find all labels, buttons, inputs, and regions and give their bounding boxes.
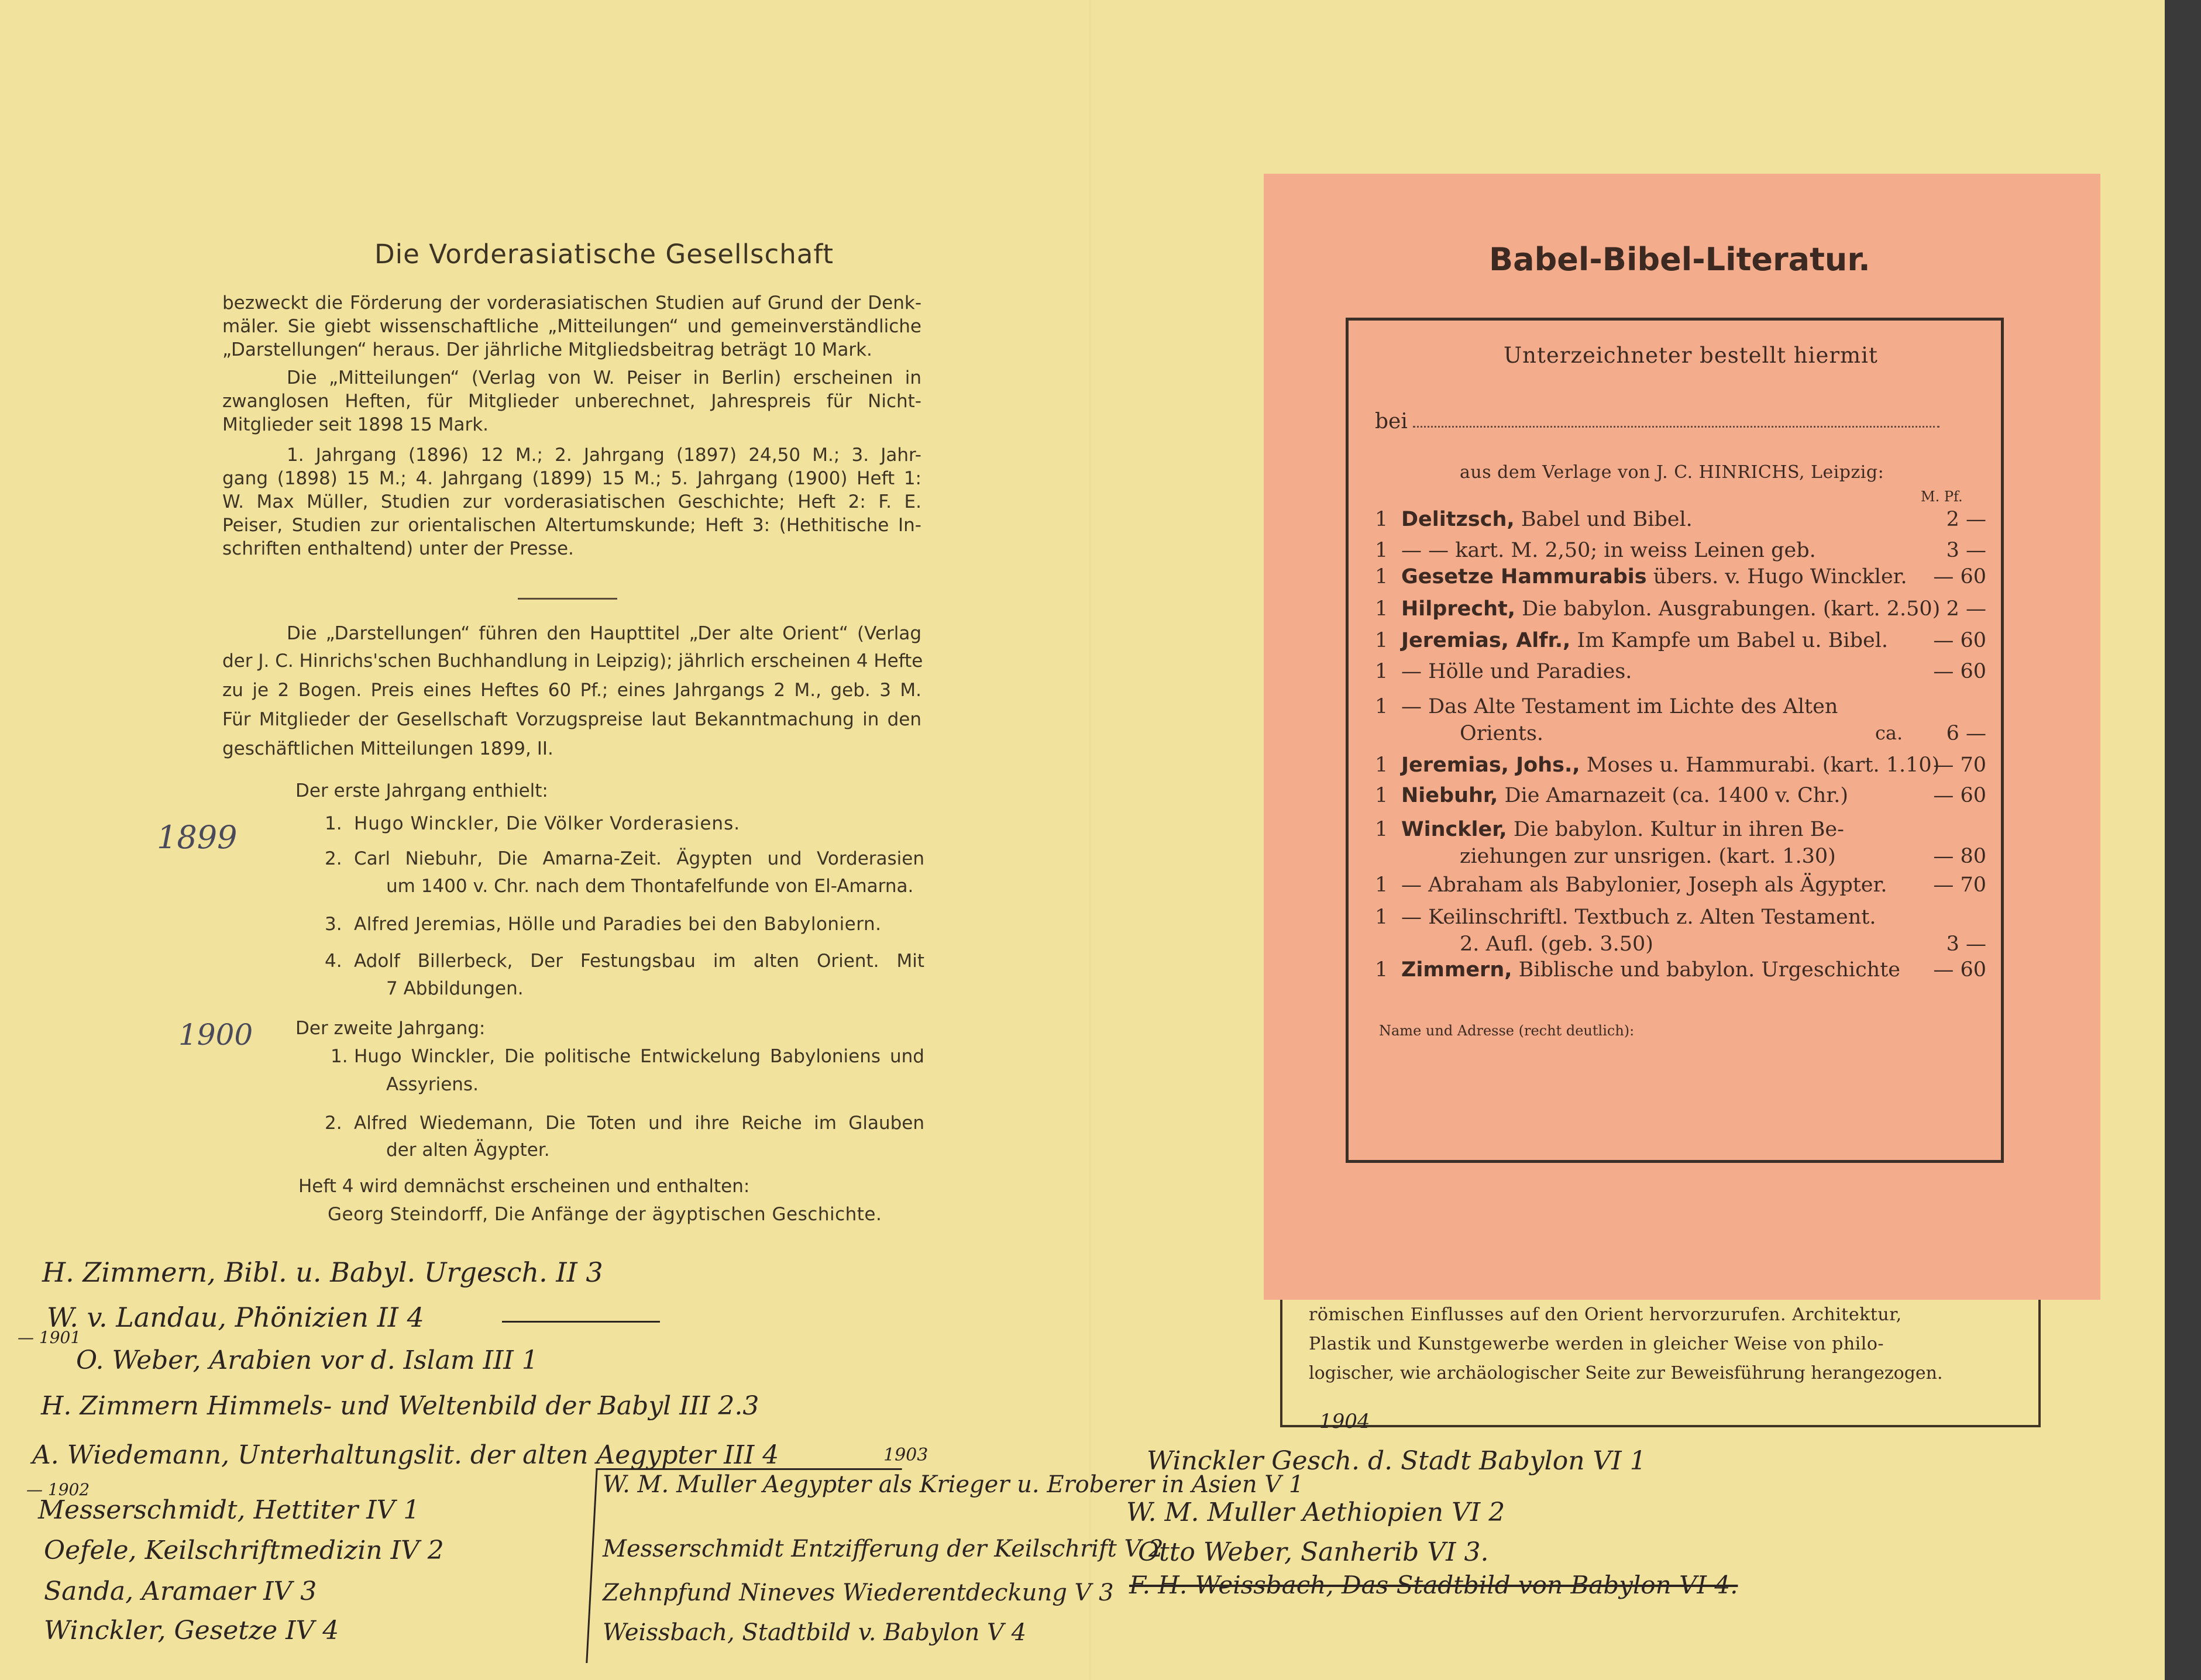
item-price: — 60 [1933,660,1986,683]
text-line: zu je 2 Bogen. Preis eines Heftes 60 Pf.; eines Jahrgangs 2 M., geb. 3 M. [222,680,921,701]
item-title: Niebuhr, Die Amarnazeit (ca. 1400 v. Chr.) [1401,784,1848,807]
background-edge [2165,0,2201,1680]
text-line: mäler. Sie giebt wissenschaftliche „Mitteilungen“ und gemeinverständliche [222,316,921,337]
handwritten-line: Zehnpfund Nineves Wiederentdeckung V 3 [603,1579,1114,1606]
list-item-number: 1. [325,813,342,834]
text-line: Plastik und Kunstgewerbe werden in gleicher Weise von philo- [1309,1334,1884,1354]
item-quantity[interactable]: 1 [1375,508,1388,531]
list-item-number: 1. [331,1046,348,1067]
item-quantity[interactable]: 1 [1375,873,1388,897]
item-title-continued: ziehungen zur unsrigen. (kart. 1.30) [1460,845,1836,868]
list-item: der alten Ägypter. [386,1139,550,1161]
handwritten-line: Weissbach, Stadtbild v. Babylon V 4 [603,1619,1027,1646]
item-price: 2 — [1946,597,1986,621]
handwritten-box [591,1445,1304,1667]
handwritten-rule [502,1321,660,1323]
item-title: Jeremias, Johs., Moses u. Hammurabi. (kart. 1.10) [1401,753,1940,777]
text-line: Die „Mitteilungen“ (Verlag von W. Peiser in Berlin) erscheinen in [287,367,921,388]
handwritten-line: 1903 [883,1445,928,1465]
item-title-continued: 2. Aufl. (geb. 3.50) [1460,932,1653,956]
item-price: — 60 [1933,958,1986,982]
item-quantity[interactable]: 1 [1375,565,1388,588]
list-item: Adolf Billerbeck, Der Festungsbau im alten Orient. Mit [354,951,924,972]
item-price: 3 — [1946,932,1986,956]
item-price: — 70 [1933,753,1986,777]
item-title: — Hölle und Paradies. [1401,660,1632,683]
item-quantity[interactable]: 1 [1375,695,1388,718]
item-price: 2 — [1946,508,1986,531]
handwritten-line: Otto Weber, Sanherib VI 3. [1138,1537,1489,1567]
bei-label: bei [1375,409,1408,433]
item-quantity[interactable]: 1 [1375,753,1388,777]
list-item: 7 Abbildungen. [386,978,524,999]
text-line: Die „Darstellungen“ führen den Haupttitel „Der alte Orient“ (Verlag [287,623,921,644]
text-line: W. Max Müller, Studien zur vorderasiatischen Geschichte; Heft 2: F. E. [222,491,921,512]
text-line: 1. Jahrgang (1896) 12 M.; 2. Jahrgang (1897) 24,50 M.; 3. Jahr- [287,445,921,466]
list-item: Alfred Wiedemann, Die Toten und ihre Reiche im Glauben [354,1113,924,1134]
text-line: der J. C. Hinrichs'schen Buchhandlung in Leipzig); jährlich erscheinen 4 Hefte [222,650,923,672]
item-title: Delitzsch, Babel und Bibel. [1401,508,1693,531]
item-title: Hilprecht, Die babylon. Ausgrabungen. (kart. 2.50) [1401,597,1941,621]
order-form-box [1346,318,2004,1163]
text-line: Peiser, Studien zur orientalischen Altertumskunde; Heft 3: (Hethitische In- [222,515,921,536]
list-item: Alfred Jeremias, Hölle und Paradies bei den Babyloniern. [354,914,882,935]
item-quantity[interactable]: 1 [1375,906,1388,929]
item-quantity[interactable]: 1 [1375,539,1388,562]
text-line: geschäftlichen Mitteilungen 1899, II. [222,738,553,759]
list-item: Hugo Winckler, Die politische Entwickelung Babyloniens und [354,1046,924,1067]
item-title: — Abraham als Babylonier, Joseph als Ägypter. [1401,873,1887,897]
item-price: — 60 [1933,784,1986,807]
item-title: Zimmern, Biblische und babylon. Urgeschichte [1401,958,1900,982]
heft4-item: Georg Steindorff, Die Anfänge der ägyptischen Geschichte. [328,1204,882,1225]
item-title: Jeremias, Alfr., Im Kampfe um Babel u. Bibel. [1401,629,1889,652]
item-title: Winckler, Die babylon. Kultur in ihren Be- [1401,818,1844,841]
item-title: — — kart. M. 2,50; in weiss Leinen geb. [1401,539,1816,562]
list-item-number: 3. [325,914,342,935]
item-quantity[interactable]: 1 [1375,597,1388,621]
item-price: — 60 [1933,629,1986,652]
handwritten-line: Winckler, Gesetze IV 4 [44,1616,339,1645]
heft4-heading: Heft 4 wird demnächst erscheinen und enthalten: [298,1176,750,1197]
item-price: 3 — [1946,539,1986,562]
handwritten-line: Messerschmidt, Hettiter IV 1 [38,1495,420,1525]
list-item-number: 2. [325,1113,342,1134]
handwritten-line: H. Zimmern, Bibl. u. Babyl. Urgesch. II 3 [42,1256,603,1288]
list-item-number: 4. [325,951,342,972]
handwritten-line: 1904 [1319,1410,1370,1433]
item-quantity[interactable]: 1 [1375,660,1388,683]
list-item-number: 2. [325,848,342,869]
list-item: Assyriens. [386,1074,479,1095]
order-form-title: Babel-Bibel-Literatur. [1489,241,1870,278]
item-title: — Das Alte Testament im Lichte des Alten [1401,695,1838,718]
society-title: Die Vorderasiatische Gesellschaft [374,239,834,270]
item-title: — Keilinschriftl. Textbuch z. Alten Testament. [1401,906,1876,929]
bei-field[interactable] [1413,426,1939,428]
text-line: römischen Einflusses auf den Orient hervorzurufen. Architektur, [1309,1304,1902,1325]
price-header: M. Pf. [1921,488,1963,505]
item-quantity[interactable]: 1 [1375,818,1388,841]
handwritten-line-struck: F. H. Weissbach, Das Stadtbild von Babylon VI 4. [1129,1571,1738,1599]
handwritten-line: Messerschmidt Entzifferung der Keilschrift V 2 [603,1536,1164,1562]
handwritten-line: H. Zimmern Himmels- und Weltenbild der Babyl III 2.3 [41,1391,759,1421]
text-line: bezweckt die Förderung der vorderasiatischen Studien auf Grund der Denk- [222,292,921,314]
handwritten-line: Oefele, Keilschriftmedizin IV 2 [44,1536,444,1565]
handwritten-line: W. M. Muller Aegypter als Krieger u. Eroberer in Asien V 1 [603,1471,1304,1498]
year2-heading: Der zweite Jahrgang: [295,1018,486,1039]
handwritten-line: W. M. Muller Aethiopien VI 2 [1126,1497,1505,1527]
item-quantity[interactable]: 1 [1375,958,1388,982]
handwritten-line: Winckler Gesch. d. Stadt Babylon VI 1 [1147,1446,1646,1476]
item-quantity[interactable]: 1 [1375,784,1388,807]
list-item: um 1400 v. Chr. nach dem Thontafelfunde von El-Amarna. [386,876,914,897]
publisher-line: aus dem Verlage von J. C. HINRICHS, Leipzig: [1460,462,1884,483]
item-price: 6 — [1946,722,1986,745]
list-item: Carl Niebuhr, Die Amarna-Zeit. Ägypten und Vorderasien [354,848,924,869]
handwritten-line: W. v. Landau, Phönizien II 4 [47,1302,424,1333]
page-fold [1089,0,1091,1680]
divider-rule [518,598,617,600]
text-line: logischer, wie archäologischer Seite zur Beweisführung herangezogen. [1309,1363,1943,1383]
margin-note-1900: 1900 [178,1018,253,1052]
text-line: Mitglieder seit 1898 15 Mark. [222,414,489,435]
item-title: Gesetze Hammurabis übers. v. Hugo Winckler. [1401,565,1907,588]
item-price: — 60 [1933,565,1986,588]
item-title-continued: Orients. [1460,722,1544,745]
text-line: gang (1898) 15 M.; 4. Jahrgang (1899) 15 M.; 5. Jahrgang (1900) Heft 1: [222,468,921,489]
item-note: ca. [1875,722,1903,744]
margin-note-1899: 1899 [157,819,238,856]
handwritten-line: A. Wiedemann, Unterhaltungslit. der alten Aegypter III 4 [32,1440,779,1470]
signature-label: Name und Adresse (recht deutlich): [1379,1023,1635,1039]
handwritten-line: Sanda, Aramaer IV 3 [44,1576,317,1606]
handwritten-line: — 1901 [18,1328,81,1347]
text-line: zwanglosen Heften, für Mitglieder unberechnet, Jahrespreis für Nicht- [222,391,921,412]
text-line: „Darstellungen“ heraus. Der jährliche Mitgliedsbeitrag beträgt 10 Mark. [222,339,872,360]
item-quantity[interactable]: 1 [1375,629,1388,652]
list-item: Hugo Winckler, Die Völker Vorderasiens. [354,813,741,834]
text-line: schriften enthaltend) unter der Presse. [222,538,574,559]
item-price: — 80 [1933,845,1986,868]
handwritten-line: — 1902 [26,1480,90,1499]
text-line: Für Mitglieder der Gesellschaft Vorzugspreise laut Bekanntmachung in den [222,709,921,730]
handwritten-line: O. Weber, Arabien vor d. Islam III 1 [76,1345,538,1375]
item-price: — 70 [1933,873,1986,897]
year1-heading: Der erste Jahrgang enthielt: [295,780,548,801]
order-heading: Unterzeichneter bestellt hiermit [1504,343,1878,368]
